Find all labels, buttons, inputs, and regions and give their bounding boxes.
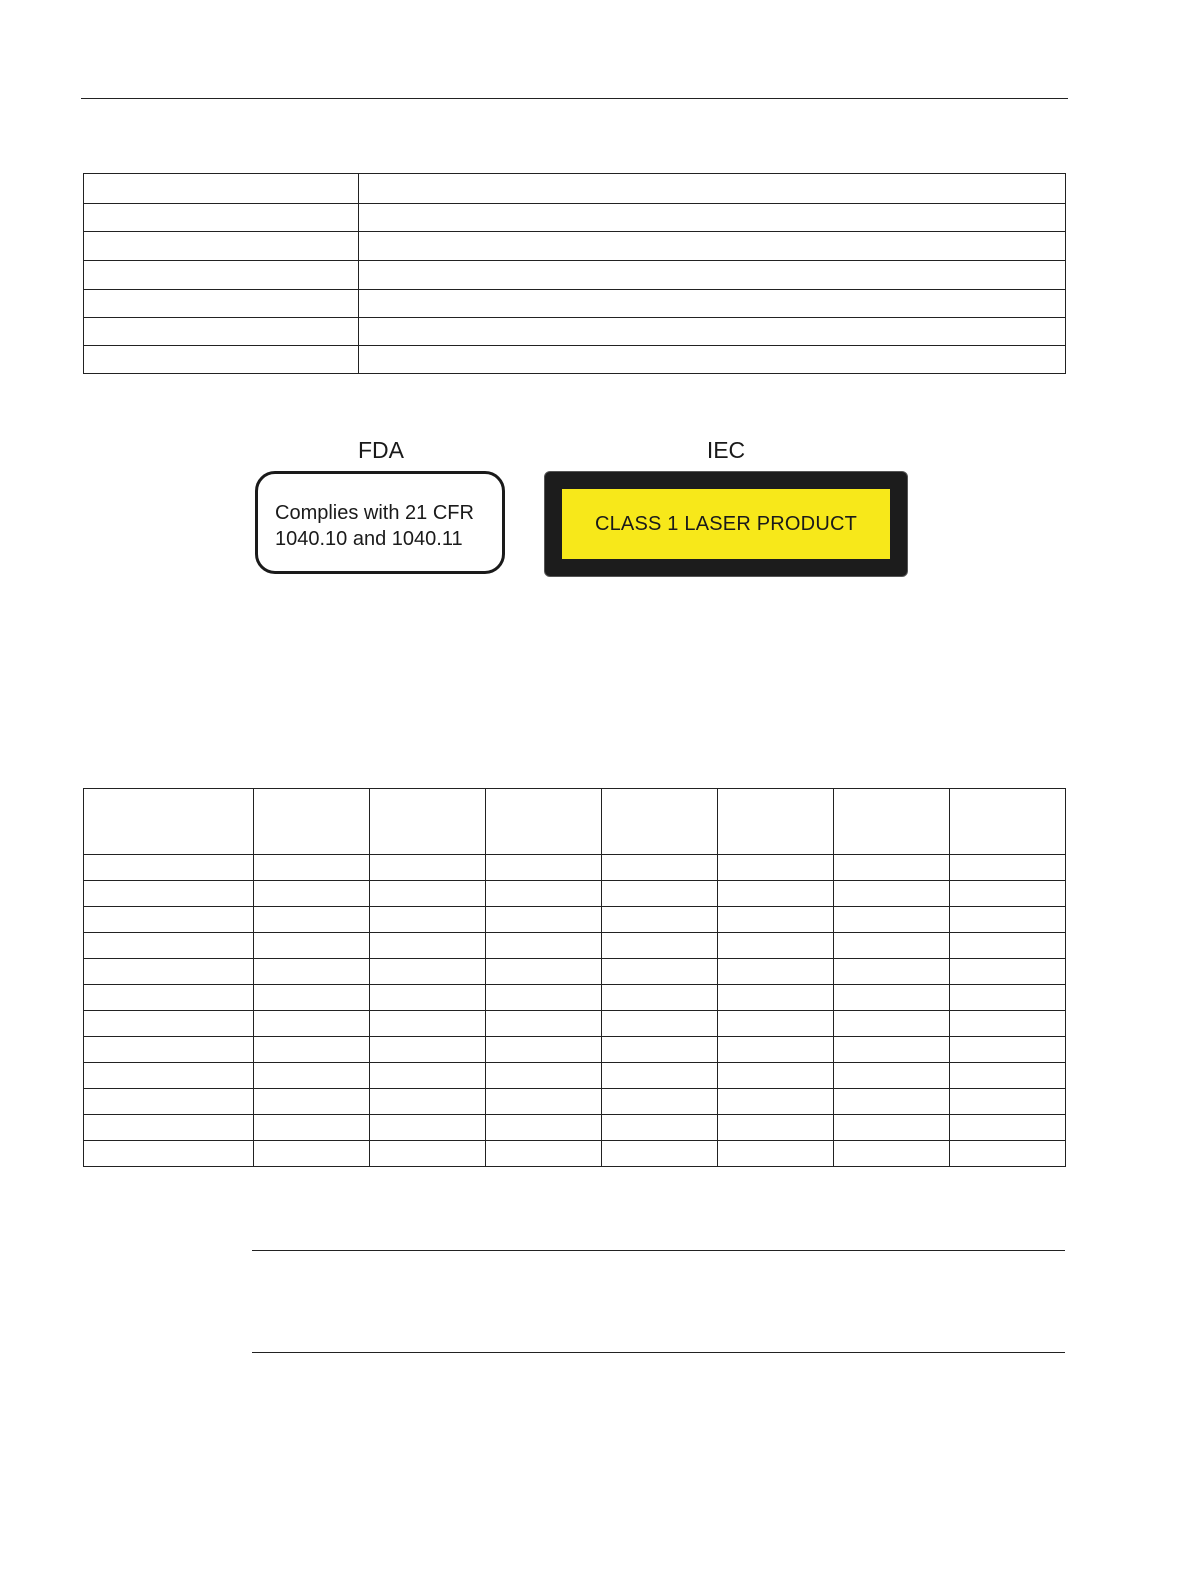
- table-row: [84, 881, 1066, 907]
- fda-label-line-1: Complies with 21 CFR: [275, 502, 474, 524]
- table-header-row: [84, 789, 1066, 855]
- note-top-rule: [252, 1250, 1065, 1251]
- table-row: [84, 855, 1066, 881]
- table-row: [84, 290, 1066, 318]
- table-row: [84, 346, 1066, 374]
- table-row: [84, 1063, 1066, 1089]
- iec-label-title: IEC: [706, 437, 746, 463]
- note-bottom-rule: [252, 1352, 1065, 1353]
- fda-label-text: [275, 500, 474, 552]
- table-row: [84, 1011, 1066, 1037]
- table-row: [84, 261, 1066, 290]
- iec-laser-label: [544, 471, 908, 577]
- fda-compliance-label: [255, 471, 505, 574]
- table-row: [84, 318, 1066, 346]
- table-row: [84, 933, 1066, 959]
- table-row: [84, 232, 1066, 261]
- header-rule: [81, 98, 1068, 99]
- table-row: [84, 959, 1066, 985]
- iec-label-yellow-panel: [562, 489, 890, 559]
- spec-table: [83, 173, 1066, 374]
- table-row: [84, 1141, 1066, 1167]
- table-row: [84, 174, 1066, 204]
- table-row: [84, 1115, 1066, 1141]
- table-row: [84, 204, 1066, 232]
- table-row: [84, 985, 1066, 1011]
- data-table: [83, 788, 1066, 1167]
- table-row: [84, 1089, 1066, 1115]
- fda-label-title: FDA: [358, 437, 404, 463]
- table-row: [84, 907, 1066, 933]
- iec-label-text: CLASS 1 LASER PRODUCT: [594, 512, 858, 535]
- fda-label-line-2: 1040.10 and 1040.11: [275, 528, 463, 550]
- table-row: [84, 1037, 1066, 1063]
